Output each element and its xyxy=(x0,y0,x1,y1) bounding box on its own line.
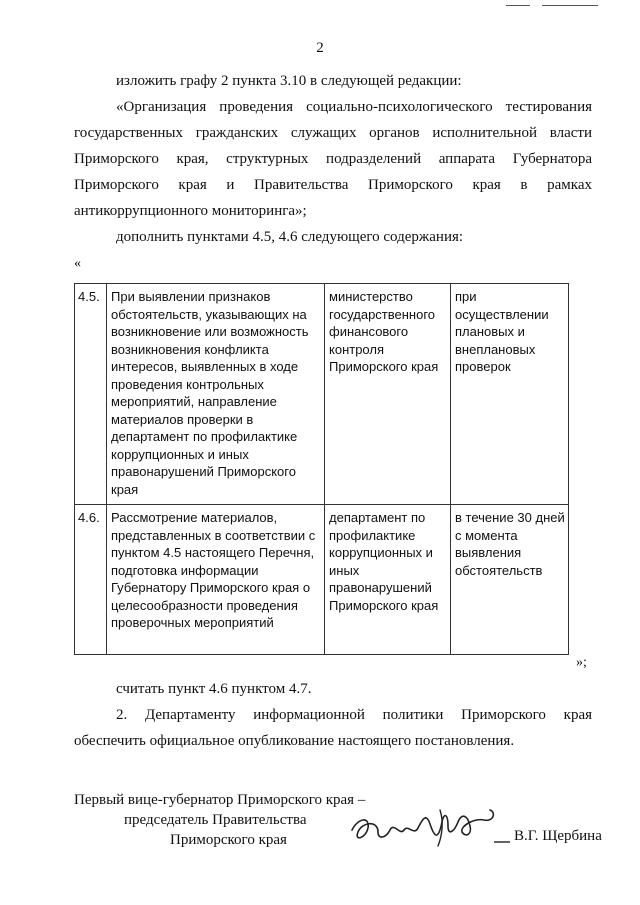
signatory-name: В.Г. Щербина xyxy=(514,828,602,844)
item-2-paragraph: 2. Департаменту информационной политики Приморского края обеспечить официальное опубликование настоящего постановления. xyxy=(74,707,592,749)
add-points-paragraph: дополнить пунктами 4.5, 4.6 следующего содержания: xyxy=(116,229,464,245)
quote-open-mark: « xyxy=(74,256,81,271)
signatory-title-line2: председатель Правительства xyxy=(124,812,307,828)
signatory-title-line3: Приморского края xyxy=(170,832,287,848)
page-number: 2 xyxy=(316,40,324,56)
table-row xyxy=(75,284,569,505)
row-action: Рассмотрение материалов, представленных в соответствии с пунктом 4.5 настоящего Перечня, подготовка информации Губернатору Приморского края о целесообразности проведения проверочных мероприятий xyxy=(107,505,325,655)
top-rule-long xyxy=(542,5,598,6)
row-deadline: при осуществлении плановых и внеплановых проверок xyxy=(451,284,569,505)
quote-close-mark: »; xyxy=(576,655,587,670)
renumber-paragraph: считать пункт 4.6 пунктом 4.7. xyxy=(116,681,312,697)
row-number: 4.6. xyxy=(75,505,107,655)
row-responsible: министерство государственного финансового контроля Приморского края xyxy=(325,284,451,505)
table-row xyxy=(75,505,569,655)
handwritten-signature xyxy=(344,802,514,854)
measures-table xyxy=(74,283,569,655)
row-action: При выявлении признаков обстоятельств, указывающих на возникновение или возможность возникновения конфликта интересов, выявленных в ходе проведения контрольных мероприятий, направление материалов проверки в департамент по профилактике коррупционных и иных правонарушений Приморского края xyxy=(107,284,325,505)
row-number: 4.5. xyxy=(75,284,107,505)
top-rule-short xyxy=(506,5,530,6)
row-responsible: департамент по профилактике коррупционных и иных правонарушений Приморского края xyxy=(325,505,451,655)
intro-paragraph: изложить графу 2 пункта 3.10 в следующей редакции: xyxy=(116,73,462,89)
row-deadline: в течение 30 дней с момента выявления обстоятельств xyxy=(451,505,569,655)
quoted-paragraph: «Организация проведения социально-психологического тестирования государственных гражданских служащих органов исполнительной власти Приморского края, структурных подразделений аппарата Губернатора Приморского края и Правительства Приморского края в рамках антикоррупционного мониторинга»; xyxy=(74,99,592,219)
signatory-title-line1: Первый вице-губернатор Приморского края – xyxy=(74,792,366,808)
